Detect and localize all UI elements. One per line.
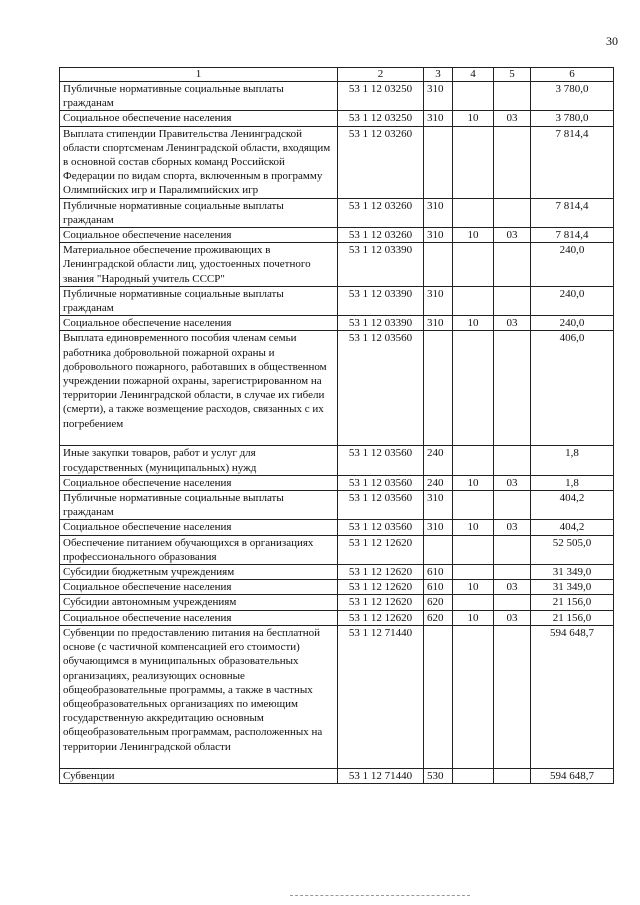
- cell-expense-type: 610: [424, 565, 453, 580]
- cell-section: [453, 331, 494, 446]
- cell-sum: 21 156,0: [531, 595, 614, 610]
- cell-sum: 594 648,7: [531, 768, 614, 783]
- cell-expense-type: 240: [424, 446, 453, 475]
- cell-subsection: [494, 82, 531, 111]
- cell-section: 10: [453, 580, 494, 595]
- cell-subsection: [494, 595, 531, 610]
- cell-name: Субвенции: [60, 768, 338, 783]
- cell-subsection: 03: [494, 111, 531, 126]
- cell-code: 53 1 12 12620: [338, 565, 424, 580]
- cell-section: [453, 243, 494, 287]
- cell-code: 53 1 12 03250: [338, 111, 424, 126]
- cell-expense-type: 310: [424, 198, 453, 227]
- cell-name: Публичные нормативные социальные выплаты гражданам: [60, 198, 338, 227]
- col-header-2: 2: [338, 68, 424, 82]
- cell-expense-type: 240: [424, 475, 453, 490]
- cell-code: 53 1 12 03560: [338, 446, 424, 475]
- cell-name: Выплата единовременного пособия членам семьи работника добровольной пожарной охраны и добровольного пожарного, работавших в общественном учреждении пожарной охраны, зарегистрированном на территории Ленинградской области, в случае их гибели (смерти), а также возмещение расходов, связанных с их погребением: [60, 331, 338, 446]
- cell-subsection: [494, 491, 531, 520]
- cell-subsection: [494, 446, 531, 475]
- table-row: [60, 491, 614, 520]
- table-row: [60, 565, 614, 580]
- table-row: [60, 126, 614, 198]
- cell-subsection: 03: [494, 610, 531, 625]
- cell-section: 10: [453, 316, 494, 331]
- cell-sum: 404,2: [531, 520, 614, 535]
- table-row: [60, 768, 614, 783]
- cell-name: Субсидии бюджетным учреждениям: [60, 565, 338, 580]
- cell-code: 53 1 12 12620: [338, 580, 424, 595]
- cell-sum: 7 814,4: [531, 126, 614, 198]
- cell-name: Социальное обеспечение населения: [60, 580, 338, 595]
- cell-subsection: [494, 243, 531, 287]
- table-row: [60, 198, 614, 227]
- cell-sum: 240,0: [531, 316, 614, 331]
- cell-code: 53 1 12 03390: [338, 316, 424, 331]
- cell-code: 53 1 12 12620: [338, 535, 424, 564]
- table-row: [60, 595, 614, 610]
- budget-table: [59, 67, 614, 784]
- cell-expense-type: 610: [424, 580, 453, 595]
- cell-sum: 21 156,0: [531, 610, 614, 625]
- cell-code: 53 1 12 03560: [338, 331, 424, 446]
- cell-section: 10: [453, 520, 494, 535]
- cell-name: Субсидии автономным учреждениям: [60, 595, 338, 610]
- table-row: [60, 625, 614, 768]
- cell-subsection: [494, 126, 531, 198]
- cell-expense-type: [424, 331, 453, 446]
- cell-name: Публичные нормативные социальные выплаты гражданам: [60, 82, 338, 111]
- cell-sum: 52 505,0: [531, 535, 614, 564]
- cell-section: 10: [453, 475, 494, 490]
- cell-name: Публичные нормативные социальные выплаты гражданам: [60, 491, 338, 520]
- cell-section: [453, 198, 494, 227]
- table-row: [60, 286, 614, 315]
- scan-edge-divider: [290, 895, 470, 896]
- cell-code: 53 1 12 71440: [338, 768, 424, 783]
- table-row: [60, 535, 614, 564]
- cell-sum: 31 349,0: [531, 580, 614, 595]
- cell-name: Иные закупки товаров, работ и услуг для государственных (муниципальных) нужд: [60, 446, 338, 475]
- cell-name: Социальное обеспечение населения: [60, 520, 338, 535]
- cell-expense-type: 310: [424, 286, 453, 315]
- table-row: [60, 331, 614, 446]
- cell-code: 53 1 12 03250: [338, 82, 424, 111]
- cell-expense-type: 310: [424, 520, 453, 535]
- cell-section: [453, 82, 494, 111]
- cell-code: 53 1 12 12620: [338, 610, 424, 625]
- cell-subsection: 03: [494, 580, 531, 595]
- cell-subsection: 03: [494, 228, 531, 243]
- cell-expense-type: 310: [424, 111, 453, 126]
- table-row: [60, 243, 614, 287]
- table-row: [60, 580, 614, 595]
- cell-code: 53 1 12 03560: [338, 475, 424, 490]
- cell-name: Субвенции по предоставлению питания на бесплатной основе (с частичной компенсацией его стоимости) обучающимся в муниципальных образовательных организациях, реализующих основные общеобразовательные программы, а также в частных общеобразовательных организациях по имеющим государственную аккредитацию основным общеобразовательным программам, расположенных на территории Ленинградской области: [60, 625, 338, 768]
- col-header-4: 4: [453, 68, 494, 82]
- cell-subsection: 03: [494, 520, 531, 535]
- cell-section: [453, 286, 494, 315]
- cell-expense-type: 310: [424, 228, 453, 243]
- cell-sum: 7 814,4: [531, 228, 614, 243]
- col-header-6: 6: [531, 68, 614, 82]
- cell-sum: 1,8: [531, 475, 614, 490]
- table-row: [60, 520, 614, 535]
- cell-name: Социальное обеспечение населения: [60, 475, 338, 490]
- cell-code: 53 1 12 03390: [338, 243, 424, 287]
- cell-subsection: 03: [494, 475, 531, 490]
- table-row: [60, 111, 614, 126]
- cell-expense-type: [424, 535, 453, 564]
- cell-code: 53 1 12 71440: [338, 625, 424, 768]
- cell-section: [453, 565, 494, 580]
- cell-section: 10: [453, 610, 494, 625]
- cell-expense-type: 310: [424, 316, 453, 331]
- cell-sum: 240,0: [531, 286, 614, 315]
- table-row: [60, 475, 614, 490]
- cell-name: Обеспечение питанием обучающихся в организациях профессионального образования: [60, 535, 338, 564]
- cell-expense-type: 310: [424, 82, 453, 111]
- cell-expense-type: 620: [424, 610, 453, 625]
- cell-expense-type: 530: [424, 768, 453, 783]
- cell-subsection: [494, 286, 531, 315]
- table-row: [60, 610, 614, 625]
- cell-name: Публичные нормативные социальные выплаты гражданам: [60, 286, 338, 315]
- cell-code: 53 1 12 03260: [338, 228, 424, 243]
- table-row: [60, 82, 614, 111]
- cell-subsection: [494, 535, 531, 564]
- table-row: [60, 228, 614, 243]
- cell-name: Выплата стипендии Правительства Ленинградской области спортсменам Ленинградской области, входящим в основной состав сборных команд Российской Федерации по видам спорта, включенным в программу Олимпийских игр и Паралимпийских игр: [60, 126, 338, 198]
- cell-subsection: [494, 331, 531, 446]
- cell-name: Социальное обеспечение населения: [60, 610, 338, 625]
- col-header-1: 1: [60, 68, 338, 82]
- cell-name: Социальное обеспечение населения: [60, 228, 338, 243]
- cell-expense-type: 310: [424, 491, 453, 520]
- cell-code: 53 1 12 03260: [338, 126, 424, 198]
- cell-section: [453, 768, 494, 783]
- cell-subsection: [494, 198, 531, 227]
- col-header-5: 5: [494, 68, 531, 82]
- cell-section: 10: [453, 111, 494, 126]
- cell-sum: 406,0: [531, 331, 614, 446]
- col-header-3: 3: [424, 68, 453, 82]
- cell-subsection: [494, 565, 531, 580]
- cell-sum: 31 349,0: [531, 565, 614, 580]
- cell-code: 53 1 12 12620: [338, 595, 424, 610]
- cell-code: 53 1 12 03560: [338, 491, 424, 520]
- cell-code: 53 1 12 03390: [338, 286, 424, 315]
- cell-section: 10: [453, 228, 494, 243]
- page-number: 30: [606, 34, 618, 48]
- cell-sum: 594 648,7: [531, 625, 614, 768]
- cell-sum: 3 780,0: [531, 82, 614, 111]
- cell-sum: 7 814,4: [531, 198, 614, 227]
- cell-section: [453, 625, 494, 768]
- cell-name: Социальное обеспечение населения: [60, 111, 338, 126]
- cell-sum: 1,8: [531, 446, 614, 475]
- cell-expense-type: 620: [424, 595, 453, 610]
- cell-subsection: 03: [494, 316, 531, 331]
- cell-subsection: [494, 625, 531, 768]
- cell-expense-type: [424, 243, 453, 287]
- cell-section: [453, 491, 494, 520]
- cell-expense-type: [424, 126, 453, 198]
- cell-section: [453, 126, 494, 198]
- table-row: [60, 446, 614, 475]
- cell-subsection: [494, 768, 531, 783]
- cell-code: 53 1 12 03560: [338, 520, 424, 535]
- cell-section: [453, 595, 494, 610]
- cell-sum: 240,0: [531, 243, 614, 287]
- cell-sum: 3 780,0: [531, 111, 614, 126]
- cell-expense-type: [424, 625, 453, 768]
- cell-section: [453, 535, 494, 564]
- table-row: [60, 316, 614, 331]
- cell-sum: 404,2: [531, 491, 614, 520]
- header-row: [60, 68, 614, 82]
- cell-section: [453, 446, 494, 475]
- cell-name: Социальное обеспечение населения: [60, 316, 338, 331]
- cell-code: 53 1 12 03260: [338, 198, 424, 227]
- cell-name: Материальное обеспечение проживающих в Ленинградской области лиц, удостоенных почетного звания "Народный учитель СССР": [60, 243, 338, 287]
